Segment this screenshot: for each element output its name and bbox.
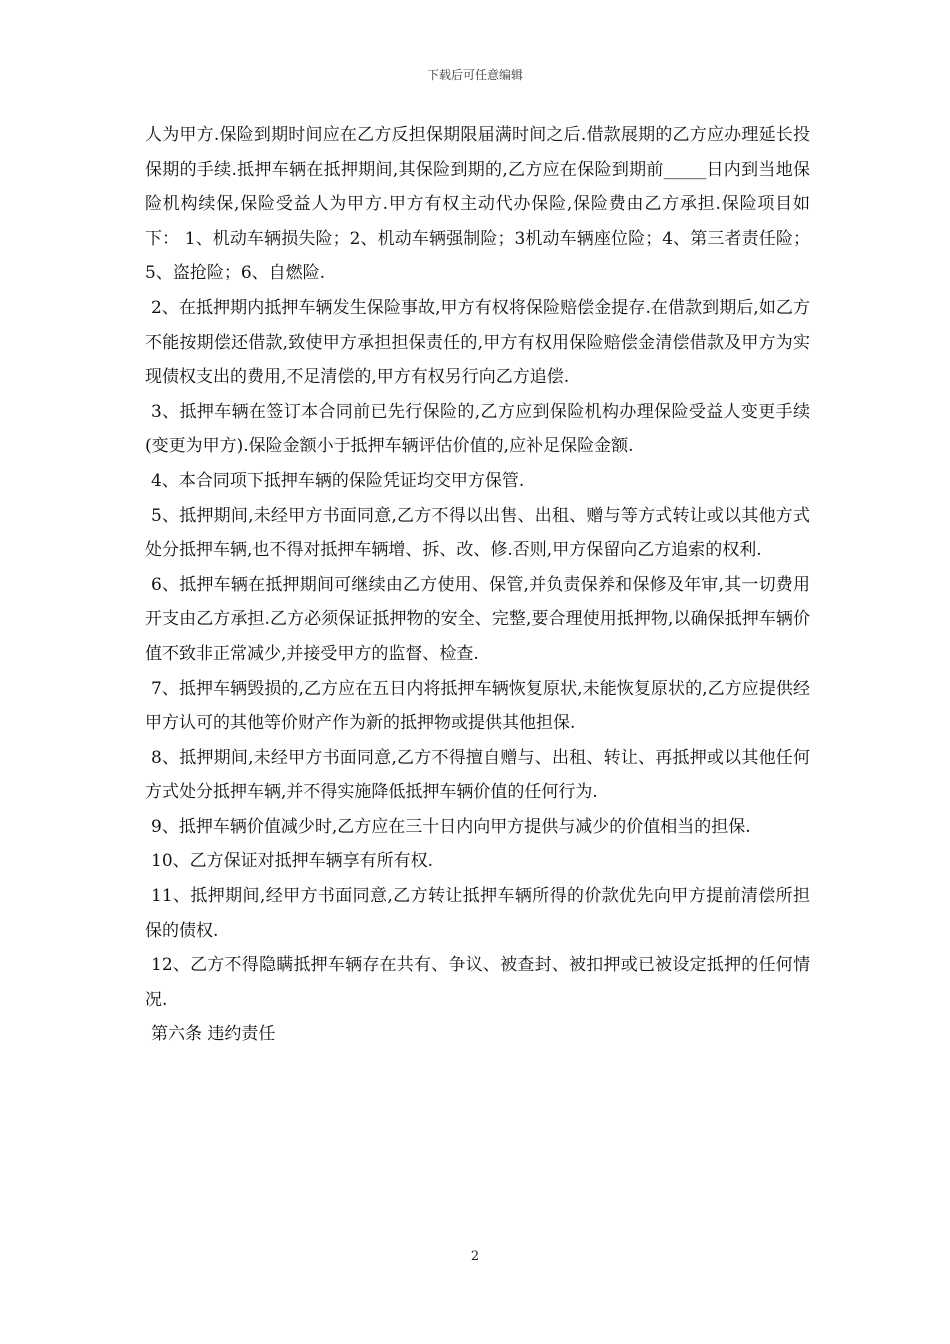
paragraph-clause-5: 5、抵押期间,未经甲方书面同意,乙方不得以出售、出租、赠与等方式转让或以其他方式处分抵押车辆,也不得对抵押车辆增、拆、改、修.否则,甲方保留向乙方追索的权利. xyxy=(145,505,810,561)
paragraph-clause-3: 3、抵押车辆在签订本合同前已先行保险的,乙方应到保险机构办理保险受益人变更手续(变更为甲方).保险金额小于抵押车辆评估价值的,应补足保险金额. xyxy=(145,401,810,457)
paragraph-clause-8: 8、抵押期间,未经甲方书面同意,乙方不得擅自赠与、出租、转让、再抵押或以其他任何方式处分抵押车辆,并不得实施降低抵押车辆价值的任何行为. xyxy=(145,747,810,803)
paragraph-clause-2: 2、在抵押期内抵押车辆发生保险事故,甲方有权将保险赔偿金提存.在借款到期后,如乙方不能按期偿还借款,致使甲方承担担保责任的,甲方有权用保险赔偿金清偿借款及甲方为实现债权支出的费用,不足清偿的,甲方有权另行向乙方追偿. xyxy=(145,297,810,388)
section-heading-article-6: 第六条 违约责任 xyxy=(151,1024,276,1045)
page-number: 2 xyxy=(470,1249,480,1264)
paragraph-clause-7: 7、抵押车辆毁损的,乙方应在五日内将抵押车辆恢复原状,未能恢复原状的,乙方应提供经甲方认可的其他等价财产作为新的抵押物或提供其他担保. xyxy=(145,678,810,734)
paragraph-clause-10: 10、乙方保证对抵押车辆享有所有权. xyxy=(151,851,434,872)
paragraph-clause-11: 11、抵押期间,经甲方书面同意,乙方转让抵押车辆所得的价款优先向甲方提前清偿所担保的债权. xyxy=(145,886,810,941)
paragraph-clause-6: 6、抵押车辆在抵押期间可继续由乙方使用、保管,并负责保养和保修及年审,其一切费用开支由乙方承担.乙方必须保证抵押物的安全、完整,要合理使用抵押物,以确保抵押车辆价值不致非正常减少,并接受甲方的监督、检查. xyxy=(145,574,810,664)
document-body xyxy=(145,118,810,1052)
paragraph-clause-9: 9、抵押车辆价值减少时,乙方应在三十日内向甲方提供与减少的价值相当的担保. xyxy=(151,816,751,837)
paragraph-clause-4: 4、本合同项下抵押车辆的保险凭证均交甲方保管. xyxy=(151,470,525,491)
page-header: 下载后可任意编辑 xyxy=(426,68,523,82)
paragraph-clause-12: 12、乙方不得隐瞒抵押车辆存在共有、争议、被查封、被扣押或已被设定抵押的任何情况. xyxy=(145,955,810,1010)
paragraph-insurance-continued: 人为甲方.保险到期时间应在乙方反担保期限届满时间之后.借款展期的乙方应办理延长投保期的手续.抵押车辆在抵押期间,其保险到期的,乙方应在保险到期前_____日内到当地保险机构续保,保险受益人为甲方.甲方有权主动代办保险,保险费由乙方承担.保险项目如下： 1、机动车辆损失险；2、机动车辆强制险；3机动车辆座位险；4、第三者责任险；5、盗抢险；6、自燃险. xyxy=(145,125,810,284)
